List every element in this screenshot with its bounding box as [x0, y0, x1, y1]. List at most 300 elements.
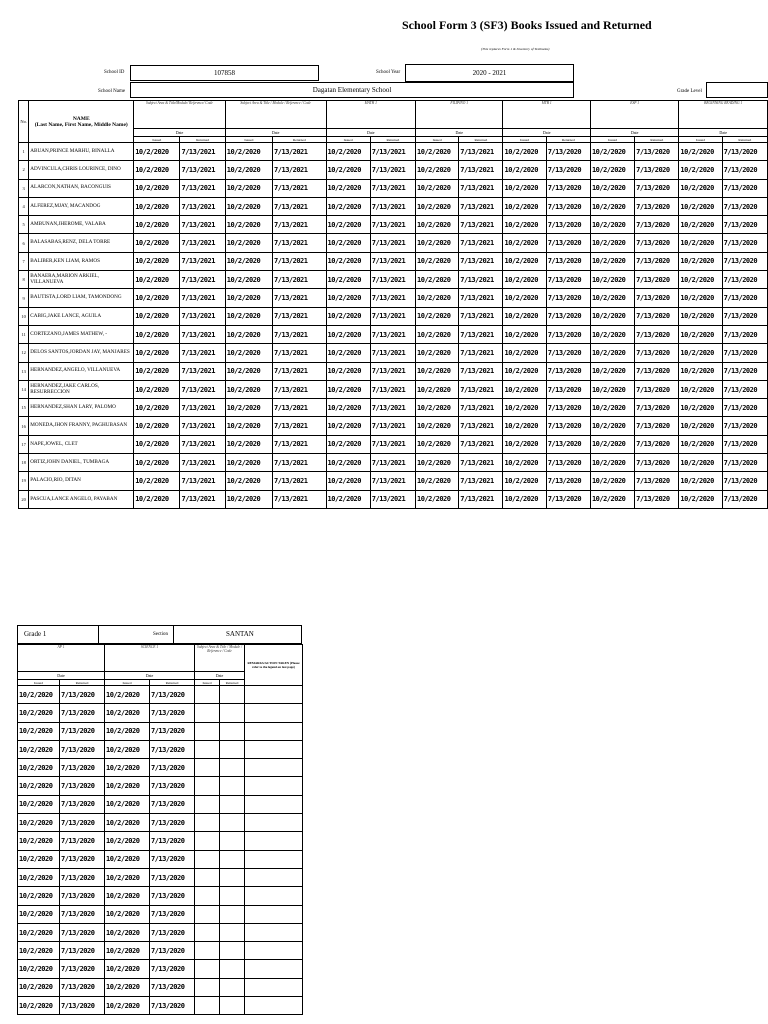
issued-date-cell[interactable]: 10/2/2020: [134, 216, 180, 234]
returned-date-cell[interactable]: 7/13/2021: [459, 161, 503, 179]
remarks-cell[interactable]: [245, 850, 303, 868]
issued-date-cell[interactable]: 10/2/2020: [503, 325, 546, 343]
issued-date-cell[interactable]: 10/2/2020: [18, 832, 60, 850]
returned-date-cell[interactable]: 7/13/2020: [722, 344, 767, 362]
returned-date-cell[interactable]: 7/13/2020: [150, 759, 195, 777]
returned-date-cell[interactable]: 7/13/2020: [722, 143, 767, 161]
issued-date-cell[interactable]: 10/2/2020: [679, 307, 722, 325]
issued-date-cell[interactable]: 10/2/2020: [105, 704, 150, 722]
returned-date-cell[interactable]: 7/13/2020: [546, 289, 590, 307]
issued-date-cell[interactable]: 10/2/2020: [590, 490, 634, 508]
empty-date-cell[interactable]: [220, 997, 245, 1015]
issued-date-cell[interactable]: 10/2/2020: [225, 143, 272, 161]
returned-date-cell[interactable]: 7/13/2020: [150, 814, 195, 832]
returned-date-cell[interactable]: 7/13/2021: [370, 161, 415, 179]
issued-date-cell[interactable]: 10/2/2020: [590, 362, 634, 380]
issued-date-cell[interactable]: 10/2/2020: [225, 179, 272, 197]
issued-date-cell[interactable]: 10/2/2020: [590, 161, 634, 179]
issued-date-cell[interactable]: 10/2/2020: [105, 686, 150, 704]
returned-date-cell[interactable]: 7/13/2021: [180, 399, 225, 417]
issued-date-cell[interactable]: 10/2/2020: [326, 325, 370, 343]
empty-date-cell[interactable]: [220, 923, 245, 941]
issued-date-cell[interactable]: 10/2/2020: [590, 399, 634, 417]
issued-date-cell[interactable]: 10/2/2020: [326, 454, 370, 472]
returned-date-cell[interactable]: 7/13/2020: [60, 850, 105, 868]
returned-date-cell[interactable]: 7/13/2021: [459, 362, 503, 380]
returned-date-cell[interactable]: 7/13/2021: [370, 472, 415, 490]
issued-date-cell[interactable]: 10/2/2020: [134, 289, 180, 307]
returned-date-cell[interactable]: 7/13/2020: [722, 399, 767, 417]
issued-date-cell[interactable]: 10/2/2020: [590, 417, 634, 435]
issued-date-cell[interactable]: 10/2/2020: [105, 887, 150, 905]
issued-date-cell[interactable]: 10/2/2020: [225, 307, 272, 325]
returned-date-cell[interactable]: 7/13/2020: [635, 143, 679, 161]
issued-date-cell[interactable]: 10/2/2020: [503, 435, 546, 453]
returned-date-cell[interactable]: 7/13/2020: [60, 686, 105, 704]
returned-date-cell[interactable]: 7/13/2021: [459, 216, 503, 234]
remarks-cell[interactable]: [245, 704, 303, 722]
issued-date-cell[interactable]: 10/2/2020: [679, 472, 722, 490]
returned-date-cell[interactable]: 7/13/2020: [722, 380, 767, 398]
returned-date-cell[interactable]: 7/13/2020: [546, 252, 590, 270]
remarks-cell[interactable]: [245, 759, 303, 777]
returned-date-cell[interactable]: 7/13/2021: [459, 344, 503, 362]
returned-date-cell[interactable]: 7/13/2021: [370, 344, 415, 362]
issued-date-cell[interactable]: 10/2/2020: [105, 722, 150, 740]
returned-date-cell[interactable]: 7/13/2020: [150, 960, 195, 978]
returned-date-cell[interactable]: 7/13/2020: [635, 417, 679, 435]
issued-date-cell[interactable]: 10/2/2020: [503, 271, 546, 289]
issued-date-cell[interactable]: 10/2/2020: [18, 740, 60, 758]
issued-date-cell[interactable]: 10/2/2020: [416, 380, 459, 398]
issued-date-cell[interactable]: 10/2/2020: [326, 307, 370, 325]
returned-date-cell[interactable]: 7/13/2021: [370, 362, 415, 380]
empty-date-cell[interactable]: [220, 978, 245, 996]
issued-date-cell[interactable]: 10/2/2020: [18, 795, 60, 813]
issued-date-cell[interactable]: 10/2/2020: [416, 417, 459, 435]
returned-date-cell[interactable]: 7/13/2021: [273, 344, 326, 362]
returned-date-cell[interactable]: 7/13/2021: [370, 252, 415, 270]
returned-date-cell[interactable]: 7/13/2021: [370, 216, 415, 234]
returned-date-cell[interactable]: 7/13/2021: [180, 143, 225, 161]
issued-date-cell[interactable]: 10/2/2020: [105, 868, 150, 886]
remarks-cell[interactable]: [245, 777, 303, 795]
issued-date-cell[interactable]: 10/2/2020: [503, 399, 546, 417]
issued-date-cell[interactable]: 10/2/2020: [590, 179, 634, 197]
issued-date-cell[interactable]: 10/2/2020: [679, 417, 722, 435]
empty-date-cell[interactable]: [195, 850, 220, 868]
returned-date-cell[interactable]: 7/13/2021: [370, 417, 415, 435]
issued-date-cell[interactable]: 10/2/2020: [105, 942, 150, 960]
returned-date-cell[interactable]: 7/13/2021: [459, 179, 503, 197]
returned-date-cell[interactable]: 7/13/2021: [180, 161, 225, 179]
returned-date-cell[interactable]: 7/13/2020: [635, 161, 679, 179]
returned-date-cell[interactable]: 7/13/2020: [150, 795, 195, 813]
issued-date-cell[interactable]: 10/2/2020: [326, 179, 370, 197]
returned-date-cell[interactable]: 7/13/2020: [546, 344, 590, 362]
issued-date-cell[interactable]: 10/2/2020: [105, 923, 150, 941]
returned-date-cell[interactable]: 7/13/2020: [546, 325, 590, 343]
issued-date-cell[interactable]: 10/2/2020: [416, 454, 459, 472]
empty-date-cell[interactable]: [220, 759, 245, 777]
issued-date-cell[interactable]: 10/2/2020: [105, 795, 150, 813]
empty-date-cell[interactable]: [195, 868, 220, 886]
issued-date-cell[interactable]: 10/2/2020: [225, 289, 272, 307]
issued-date-cell[interactable]: 10/2/2020: [503, 179, 546, 197]
issued-date-cell[interactable]: 10/2/2020: [503, 197, 546, 215]
returned-date-cell[interactable]: 7/13/2021: [273, 380, 326, 398]
empty-date-cell[interactable]: [195, 905, 220, 923]
returned-date-cell[interactable]: 7/13/2020: [635, 289, 679, 307]
issued-date-cell[interactable]: 10/2/2020: [679, 380, 722, 398]
issued-date-cell[interactable]: 10/2/2020: [679, 325, 722, 343]
returned-date-cell[interactable]: 7/13/2021: [180, 490, 225, 508]
remarks-cell[interactable]: [245, 832, 303, 850]
returned-date-cell[interactable]: 7/13/2021: [273, 325, 326, 343]
issued-date-cell[interactable]: 10/2/2020: [134, 454, 180, 472]
issued-date-cell[interactable]: 10/2/2020: [225, 271, 272, 289]
issued-date-cell[interactable]: 10/2/2020: [225, 490, 272, 508]
returned-date-cell[interactable]: 7/13/2020: [150, 868, 195, 886]
returned-date-cell[interactable]: 7/13/2020: [722, 179, 767, 197]
issued-date-cell[interactable]: 10/2/2020: [679, 454, 722, 472]
issued-date-cell[interactable]: 10/2/2020: [416, 197, 459, 215]
returned-date-cell[interactable]: 7/13/2020: [60, 722, 105, 740]
remarks-cell[interactable]: [245, 923, 303, 941]
issued-date-cell[interactable]: 10/2/2020: [679, 399, 722, 417]
empty-date-cell[interactable]: [195, 740, 220, 758]
issued-date-cell[interactable]: 10/2/2020: [225, 161, 272, 179]
issued-date-cell[interactable]: 10/2/2020: [416, 399, 459, 417]
returned-date-cell[interactable]: 7/13/2020: [60, 942, 105, 960]
returned-date-cell[interactable]: 7/13/2021: [180, 271, 225, 289]
remarks-cell[interactable]: [245, 795, 303, 813]
issued-date-cell[interactable]: 10/2/2020: [134, 490, 180, 508]
returned-date-cell[interactable]: 7/13/2021: [459, 435, 503, 453]
issued-date-cell[interactable]: 10/2/2020: [225, 252, 272, 270]
issued-date-cell[interactable]: 10/2/2020: [416, 435, 459, 453]
returned-date-cell[interactable]: 7/13/2020: [635, 271, 679, 289]
issued-date-cell[interactable]: 10/2/2020: [590, 472, 634, 490]
issued-date-cell[interactable]: 10/2/2020: [416, 161, 459, 179]
returned-date-cell[interactable]: 7/13/2021: [370, 399, 415, 417]
returned-date-cell[interactable]: 7/13/2020: [722, 417, 767, 435]
returned-date-cell[interactable]: 7/13/2020: [546, 380, 590, 398]
issued-date-cell[interactable]: 10/2/2020: [326, 289, 370, 307]
issued-date-cell[interactable]: 10/2/2020: [134, 344, 180, 362]
returned-date-cell[interactable]: 7/13/2020: [60, 868, 105, 886]
issued-date-cell[interactable]: 10/2/2020: [326, 490, 370, 508]
issued-date-cell[interactable]: 10/2/2020: [326, 234, 370, 252]
issued-date-cell[interactable]: 10/2/2020: [18, 978, 60, 996]
issued-date-cell[interactable]: 10/2/2020: [326, 399, 370, 417]
remarks-cell[interactable]: [245, 905, 303, 923]
empty-date-cell[interactable]: [220, 832, 245, 850]
issued-date-cell[interactable]: 10/2/2020: [134, 380, 180, 398]
issued-date-cell[interactable]: 10/2/2020: [105, 978, 150, 996]
returned-date-cell[interactable]: 7/13/2021: [459, 417, 503, 435]
issued-date-cell[interactable]: 10/2/2020: [18, 923, 60, 941]
issued-date-cell[interactable]: 10/2/2020: [326, 143, 370, 161]
returned-date-cell[interactable]: 7/13/2021: [370, 380, 415, 398]
returned-date-cell[interactable]: 7/13/2021: [459, 143, 503, 161]
issued-date-cell[interactable]: 10/2/2020: [679, 216, 722, 234]
returned-date-cell[interactable]: 7/13/2021: [370, 234, 415, 252]
issued-date-cell[interactable]: 10/2/2020: [105, 850, 150, 868]
returned-date-cell[interactable]: 7/13/2020: [635, 325, 679, 343]
remarks-cell[interactable]: [245, 686, 303, 704]
returned-date-cell[interactable]: 7/13/2020: [722, 454, 767, 472]
returned-date-cell[interactable]: 7/13/2021: [370, 307, 415, 325]
issued-date-cell[interactable]: 10/2/2020: [416, 344, 459, 362]
returned-date-cell[interactable]: 7/13/2020: [60, 704, 105, 722]
returned-date-cell[interactable]: 7/13/2021: [273, 143, 326, 161]
empty-date-cell[interactable]: [220, 868, 245, 886]
returned-date-cell[interactable]: 7/13/2020: [150, 832, 195, 850]
returned-date-cell[interactable]: 7/13/2021: [370, 197, 415, 215]
issued-date-cell[interactable]: 10/2/2020: [18, 704, 60, 722]
returned-date-cell[interactable]: 7/13/2021: [273, 234, 326, 252]
issued-date-cell[interactable]: 10/2/2020: [18, 960, 60, 978]
returned-date-cell[interactable]: 7/13/2021: [459, 289, 503, 307]
issued-date-cell[interactable]: 10/2/2020: [416, 472, 459, 490]
returned-date-cell[interactable]: 7/13/2020: [546, 216, 590, 234]
returned-date-cell[interactable]: 7/13/2020: [722, 197, 767, 215]
issued-date-cell[interactable]: 10/2/2020: [590, 380, 634, 398]
returned-date-cell[interactable]: 7/13/2021: [459, 271, 503, 289]
returned-date-cell[interactable]: 7/13/2020: [546, 435, 590, 453]
issued-date-cell[interactable]: 10/2/2020: [590, 289, 634, 307]
empty-date-cell[interactable]: [220, 814, 245, 832]
section-value[interactable]: SANTAN: [226, 630, 254, 638]
returned-date-cell[interactable]: 7/13/2020: [722, 252, 767, 270]
empty-date-cell[interactable]: [220, 795, 245, 813]
issued-date-cell[interactable]: 10/2/2020: [503, 161, 546, 179]
returned-date-cell[interactable]: 7/13/2020: [546, 234, 590, 252]
returned-date-cell[interactable]: 7/13/2020: [60, 832, 105, 850]
returned-date-cell[interactable]: 7/13/2020: [635, 234, 679, 252]
issued-date-cell[interactable]: 10/2/2020: [590, 252, 634, 270]
empty-date-cell[interactable]: [220, 722, 245, 740]
returned-date-cell[interactable]: 7/13/2021: [180, 197, 225, 215]
school-name-field[interactable]: Dagatan Elementary School: [130, 82, 574, 98]
returned-date-cell[interactable]: 7/13/2020: [546, 417, 590, 435]
returned-date-cell[interactable]: 7/13/2020: [150, 704, 195, 722]
returned-date-cell[interactable]: 7/13/2021: [459, 234, 503, 252]
returned-date-cell[interactable]: 7/13/2020: [722, 161, 767, 179]
returned-date-cell[interactable]: 7/13/2021: [180, 344, 225, 362]
school-id-field[interactable]: 107858: [130, 65, 319, 81]
issued-date-cell[interactable]: 10/2/2020: [590, 216, 634, 234]
issued-date-cell[interactable]: 10/2/2020: [225, 325, 272, 343]
returned-date-cell[interactable]: 7/13/2021: [370, 435, 415, 453]
issued-date-cell[interactable]: 10/2/2020: [225, 454, 272, 472]
remarks-cell[interactable]: [245, 722, 303, 740]
returned-date-cell[interactable]: 7/13/2021: [273, 197, 326, 215]
returned-date-cell[interactable]: 7/13/2020: [150, 905, 195, 923]
returned-date-cell[interactable]: 7/13/2020: [635, 252, 679, 270]
returned-date-cell[interactable]: 7/13/2020: [60, 814, 105, 832]
returned-date-cell[interactable]: 7/13/2021: [180, 307, 225, 325]
returned-date-cell[interactable]: 7/13/2020: [546, 454, 590, 472]
returned-date-cell[interactable]: 7/13/2020: [546, 362, 590, 380]
empty-date-cell[interactable]: [195, 704, 220, 722]
returned-date-cell[interactable]: 7/13/2020: [546, 490, 590, 508]
issued-date-cell[interactable]: 10/2/2020: [416, 289, 459, 307]
returned-date-cell[interactable]: 7/13/2021: [180, 380, 225, 398]
returned-date-cell[interactable]: 7/13/2021: [459, 380, 503, 398]
returned-date-cell[interactable]: 7/13/2020: [635, 344, 679, 362]
empty-date-cell[interactable]: [195, 978, 220, 996]
issued-date-cell[interactable]: 10/2/2020: [503, 380, 546, 398]
remarks-cell[interactable]: [245, 960, 303, 978]
issued-date-cell[interactable]: 10/2/2020: [225, 197, 272, 215]
returned-date-cell[interactable]: 7/13/2020: [546, 472, 590, 490]
issued-date-cell[interactable]: 10/2/2020: [326, 197, 370, 215]
remarks-cell[interactable]: [245, 868, 303, 886]
empty-date-cell[interactable]: [195, 832, 220, 850]
issued-date-cell[interactable]: 10/2/2020: [18, 887, 60, 905]
returned-date-cell[interactable]: 7/13/2020: [150, 978, 195, 996]
returned-date-cell[interactable]: 7/13/2020: [722, 435, 767, 453]
empty-date-cell[interactable]: [195, 942, 220, 960]
empty-date-cell[interactable]: [195, 887, 220, 905]
issued-date-cell[interactable]: 10/2/2020: [134, 197, 180, 215]
issued-date-cell[interactable]: 10/2/2020: [105, 814, 150, 832]
returned-date-cell[interactable]: 7/13/2020: [635, 399, 679, 417]
issued-date-cell[interactable]: 10/2/2020: [326, 472, 370, 490]
remarks-cell[interactable]: [245, 887, 303, 905]
returned-date-cell[interactable]: 7/13/2021: [370, 490, 415, 508]
returned-date-cell[interactable]: 7/13/2021: [180, 216, 225, 234]
empty-date-cell[interactable]: [220, 704, 245, 722]
issued-date-cell[interactable]: 10/2/2020: [134, 252, 180, 270]
issued-date-cell[interactable]: 10/2/2020: [134, 307, 180, 325]
returned-date-cell[interactable]: 7/13/2021: [459, 325, 503, 343]
issued-date-cell[interactable]: 10/2/2020: [590, 307, 634, 325]
returned-date-cell[interactable]: 7/13/2020: [635, 179, 679, 197]
remarks-cell[interactable]: [245, 942, 303, 960]
returned-date-cell[interactable]: 7/13/2020: [635, 454, 679, 472]
issued-date-cell[interactable]: 10/2/2020: [679, 252, 722, 270]
issued-date-cell[interactable]: 10/2/2020: [416, 179, 459, 197]
returned-date-cell[interactable]: 7/13/2020: [60, 777, 105, 795]
issued-date-cell[interactable]: 10/2/2020: [326, 380, 370, 398]
issued-date-cell[interactable]: 10/2/2020: [503, 454, 546, 472]
returned-date-cell[interactable]: 7/13/2021: [459, 454, 503, 472]
issued-date-cell[interactable]: 10/2/2020: [326, 252, 370, 270]
issued-date-cell[interactable]: 10/2/2020: [503, 143, 546, 161]
returned-date-cell[interactable]: 7/13/2021: [273, 399, 326, 417]
issued-date-cell[interactable]: 10/2/2020: [134, 435, 180, 453]
issued-date-cell[interactable]: 10/2/2020: [225, 362, 272, 380]
issued-date-cell[interactable]: 10/2/2020: [134, 362, 180, 380]
returned-date-cell[interactable]: 7/13/2021: [370, 179, 415, 197]
returned-date-cell[interactable]: 7/13/2021: [180, 179, 225, 197]
issued-date-cell[interactable]: 10/2/2020: [326, 216, 370, 234]
issued-date-cell[interactable]: 10/2/2020: [18, 905, 60, 923]
issued-date-cell[interactable]: 10/2/2020: [326, 161, 370, 179]
issued-date-cell[interactable]: 10/2/2020: [503, 344, 546, 362]
returned-date-cell[interactable]: 7/13/2021: [273, 362, 326, 380]
returned-date-cell[interactable]: 7/13/2020: [60, 978, 105, 996]
empty-date-cell[interactable]: [195, 722, 220, 740]
returned-date-cell[interactable]: 7/13/2020: [722, 362, 767, 380]
returned-date-cell[interactable]: 7/13/2020: [722, 234, 767, 252]
returned-date-cell[interactable]: 7/13/2021: [459, 307, 503, 325]
returned-date-cell[interactable]: 7/13/2021: [273, 161, 326, 179]
issued-date-cell[interactable]: 10/2/2020: [18, 759, 60, 777]
returned-date-cell[interactable]: 7/13/2020: [150, 777, 195, 795]
returned-date-cell[interactable]: 7/13/2021: [273, 271, 326, 289]
issued-date-cell[interactable]: 10/2/2020: [503, 234, 546, 252]
returned-date-cell[interactable]: 7/13/2021: [180, 252, 225, 270]
issued-date-cell[interactable]: 10/2/2020: [225, 435, 272, 453]
returned-date-cell[interactable]: 7/13/2020: [60, 740, 105, 758]
issued-date-cell[interactable]: 10/2/2020: [134, 143, 180, 161]
empty-date-cell[interactable]: [195, 795, 220, 813]
issued-date-cell[interactable]: 10/2/2020: [679, 435, 722, 453]
returned-date-cell[interactable]: 7/13/2020: [60, 905, 105, 923]
returned-date-cell[interactable]: 7/13/2020: [722, 325, 767, 343]
issued-date-cell[interactable]: 10/2/2020: [503, 307, 546, 325]
issued-date-cell[interactable]: 10/2/2020: [416, 216, 459, 234]
empty-date-cell[interactable]: [220, 777, 245, 795]
issued-date-cell[interactable]: 10/2/2020: [18, 942, 60, 960]
issued-date-cell[interactable]: 10/2/2020: [105, 740, 150, 758]
empty-date-cell[interactable]: [195, 814, 220, 832]
returned-date-cell[interactable]: 7/13/2020: [150, 887, 195, 905]
issued-date-cell[interactable]: 10/2/2020: [105, 777, 150, 795]
returned-date-cell[interactable]: 7/13/2020: [60, 960, 105, 978]
returned-date-cell[interactable]: 7/13/2021: [459, 252, 503, 270]
returned-date-cell[interactable]: 7/13/2021: [273, 472, 326, 490]
returned-date-cell[interactable]: 7/13/2020: [546, 161, 590, 179]
issued-date-cell[interactable]: 10/2/2020: [326, 362, 370, 380]
issued-date-cell[interactable]: 10/2/2020: [679, 234, 722, 252]
returned-date-cell[interactable]: 7/13/2020: [635, 216, 679, 234]
issued-date-cell[interactable]: 10/2/2020: [105, 759, 150, 777]
returned-date-cell[interactable]: 7/13/2021: [180, 362, 225, 380]
issued-date-cell[interactable]: 10/2/2020: [134, 234, 180, 252]
returned-date-cell[interactable]: 7/13/2021: [273, 216, 326, 234]
returned-date-cell[interactable]: 7/13/2020: [722, 307, 767, 325]
issued-date-cell[interactable]: 10/2/2020: [679, 179, 722, 197]
issued-date-cell[interactable]: 10/2/2020: [326, 344, 370, 362]
returned-date-cell[interactable]: 7/13/2020: [546, 179, 590, 197]
issued-date-cell[interactable]: 10/2/2020: [225, 399, 272, 417]
returned-date-cell[interactable]: 7/13/2021: [180, 234, 225, 252]
returned-date-cell[interactable]: 7/13/2020: [635, 435, 679, 453]
returned-date-cell[interactable]: 7/13/2021: [459, 399, 503, 417]
returned-date-cell[interactable]: 7/13/2020: [150, 997, 195, 1015]
issued-date-cell[interactable]: 10/2/2020: [18, 686, 60, 704]
returned-date-cell[interactable]: 7/13/2021: [370, 271, 415, 289]
returned-date-cell[interactable]: 7/13/2021: [459, 197, 503, 215]
empty-date-cell[interactable]: [220, 905, 245, 923]
issued-date-cell[interactable]: 10/2/2020: [590, 143, 634, 161]
issued-date-cell[interactable]: 10/2/2020: [416, 143, 459, 161]
empty-date-cell[interactable]: [195, 997, 220, 1015]
returned-date-cell[interactable]: 7/13/2020: [546, 399, 590, 417]
remarks-cell[interactable]: [245, 814, 303, 832]
returned-date-cell[interactable]: 7/13/2020: [635, 380, 679, 398]
issued-date-cell[interactable]: 10/2/2020: [503, 362, 546, 380]
issued-date-cell[interactable]: 10/2/2020: [416, 271, 459, 289]
remarks-cell[interactable]: [245, 997, 303, 1015]
returned-date-cell[interactable]: 7/13/2020: [150, 740, 195, 758]
returned-date-cell[interactable]: 7/13/2021: [370, 289, 415, 307]
